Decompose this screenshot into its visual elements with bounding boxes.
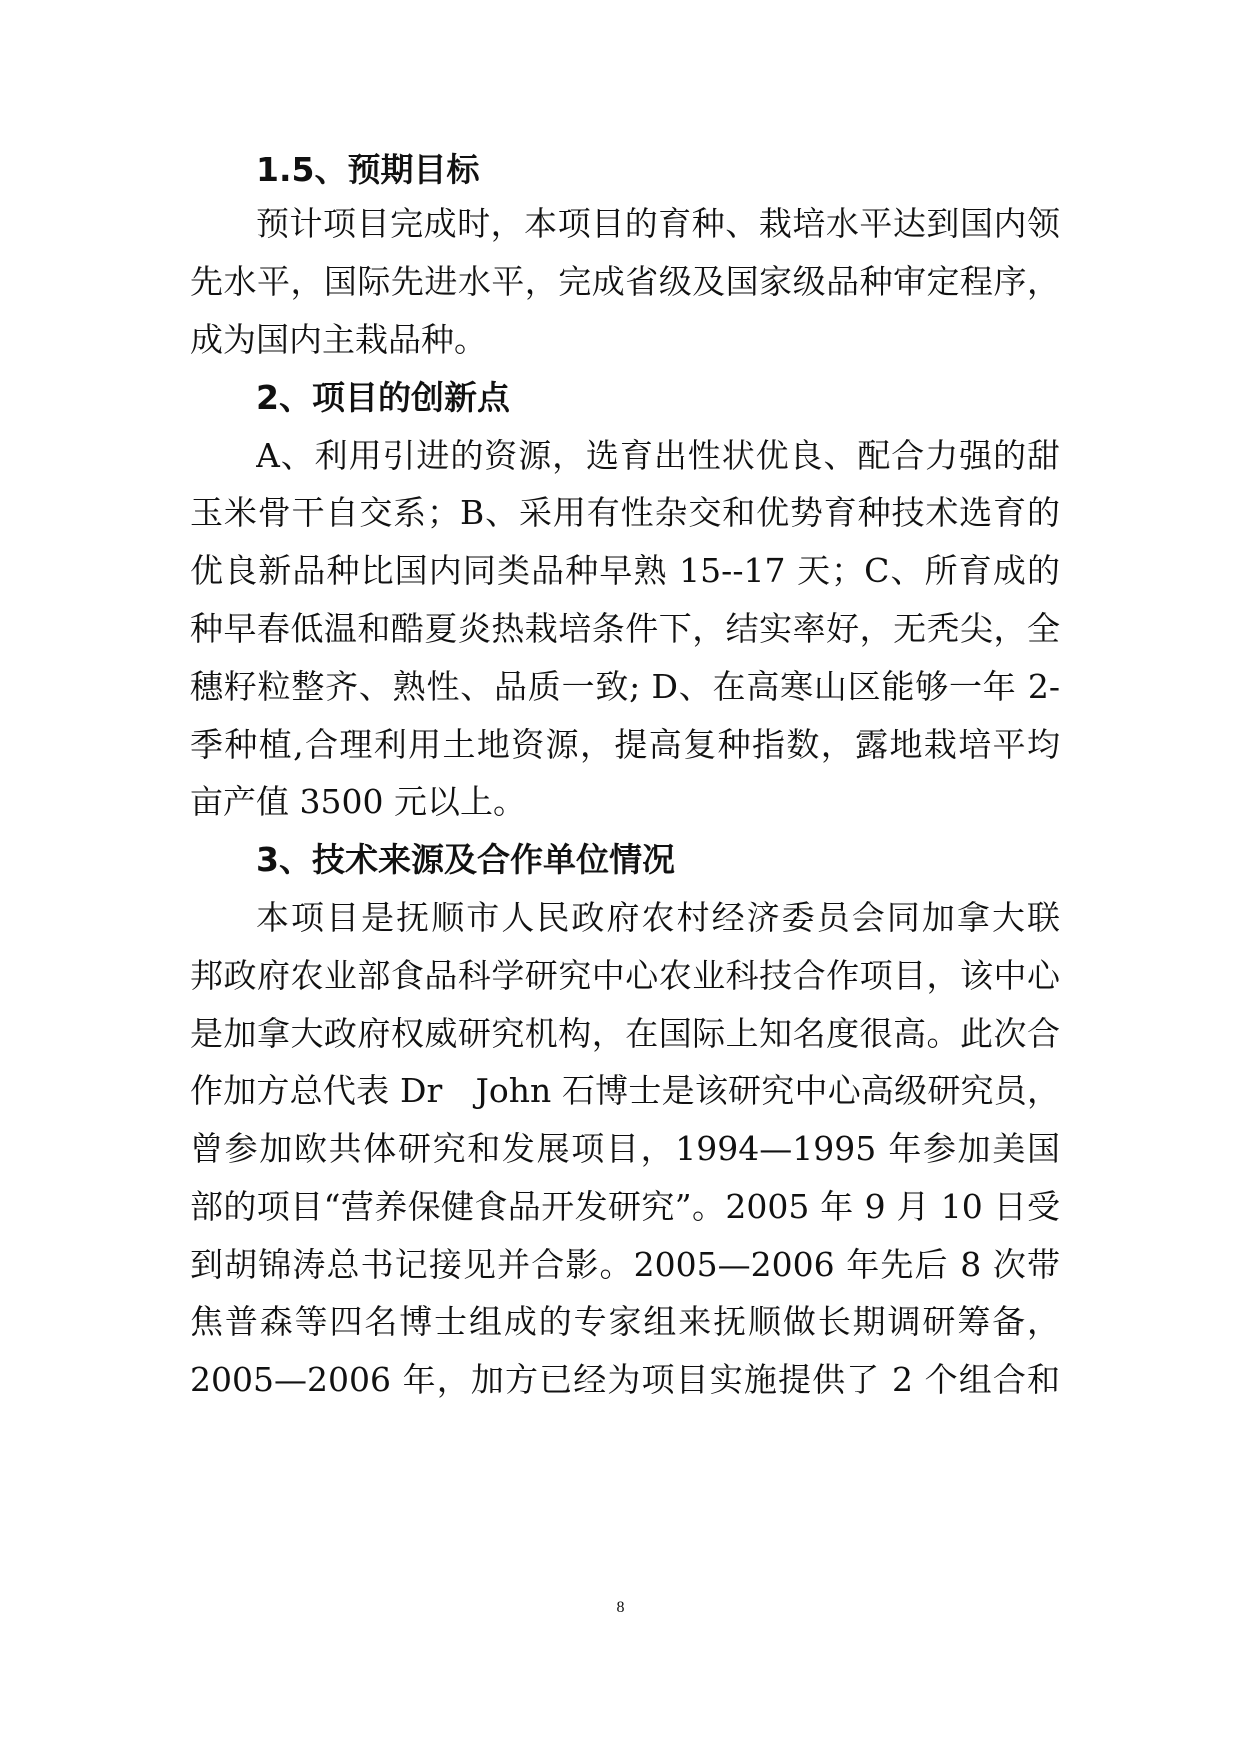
- section-heading-innovation-points: 2、项目的创新点: [256, 378, 510, 417]
- section-heading-expected-goals: 1.5、预期目标: [256, 150, 480, 189]
- paragraph-line: 穗籽粒整齐、熟性、品质一致; D、在高寒山区能够一年 2-: [190, 667, 1060, 706]
- paragraph-line: 作加方总代表 Dr John 石博士是该研究中心高级研究员，: [190, 1071, 1060, 1110]
- paragraph-line: 曾参加欧共体研究和发展项目，1994—1995 年参加美国: [190, 1129, 1060, 1168]
- paragraph-line: 本项目是抚顺市人民政府农村经济委员会同加拿大联: [256, 898, 1060, 937]
- paragraph-line: 是加拿大政府权威研究机构，在国际上知名度很高。此次合: [190, 1014, 1060, 1053]
- paragraph-line: 季种植,合理利用土地资源，提高复种指数，露地栽培平均: [190, 725, 1060, 764]
- paragraph-line: 邦政府农业部食品科学研究中心农业科技合作项目，该中心: [190, 956, 1060, 995]
- paragraph-line: 预计项目完成时，本项目的育种、栽培水平达到国内领: [256, 204, 1060, 243]
- paragraph-line: 亩产值 3500 元以上。: [190, 782, 526, 821]
- paragraph-line: 2005—2006 年，加方已经为项目实施提供了 2 个组合和: [190, 1360, 1060, 1399]
- paragraph-line: 焦普森等四名博士组成的专家组来抚顺做长期调研筹备，: [190, 1302, 1060, 1341]
- paragraph-line: 种早春低温和酷夏炎热栽培条件下，结实率好，无秃尖，全: [190, 609, 1060, 648]
- paragraph-line: 部的项目“营养保健食品开发研究”。2005 年 9 月 10 日受: [190, 1187, 1060, 1226]
- section-heading-technology-source: 3、技术来源及合作单位情况: [256, 840, 675, 879]
- paragraph-line: 到胡锦涛总书记接见并合影。2005—2006 年先后 8 次带: [190, 1245, 1060, 1284]
- paragraph-line: A、利用引进的资源，选育出性状优良、配合力强的甜: [256, 436, 1060, 475]
- paragraph-line: 先水平，国际先进水平，完成省级及国家级品种审定程序，: [190, 262, 1060, 301]
- paragraph-line: 成为国内主栽品种。: [190, 320, 487, 359]
- paragraph-line: 优良新品种比国内同类品种早熟 15--17 天；C、所育成的: [190, 551, 1060, 590]
- paragraph-line: 玉米骨干自交系；B、采用有性杂交和优势育种技术选育的: [190, 493, 1060, 532]
- page-number: 8: [616, 1599, 625, 1616]
